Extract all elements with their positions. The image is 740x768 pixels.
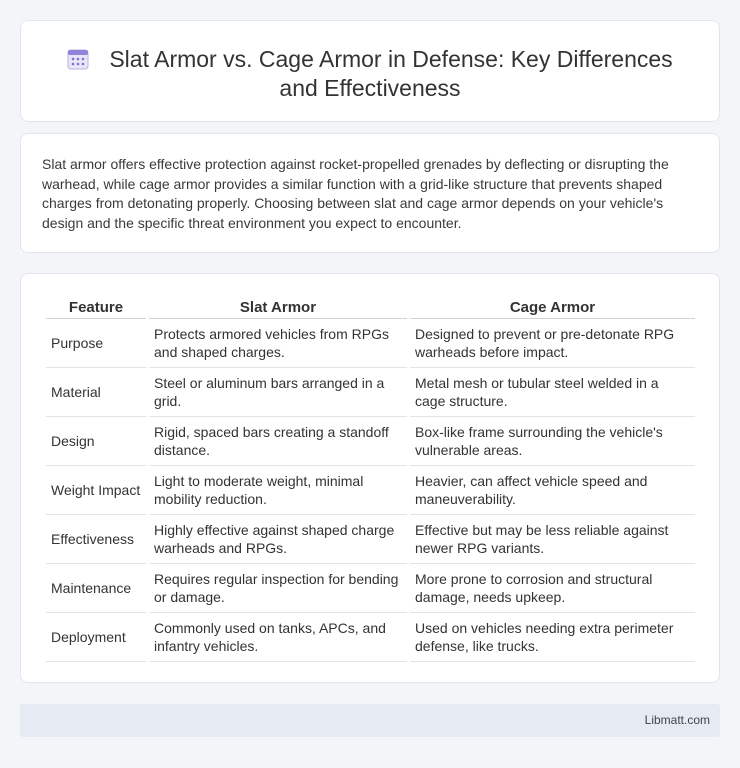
cage-cell: More prone to corrosion and structural damage, needs upkeep. <box>410 564 695 613</box>
feature-cell: Material <box>46 368 146 417</box>
table-header-row <box>46 295 695 319</box>
slat-cell: Highly effective against shaped charge warheads and RPGs. <box>149 515 407 564</box>
table-row <box>46 368 695 417</box>
slat-cell: Rigid, spaced bars creating a standoff distance. <box>149 417 407 466</box>
cage-cell: Used on vehicles needing extra perimeter defense, like trucks. <box>410 613 695 662</box>
slat-cell: Requires regular inspection for bending or damage. <box>149 564 407 613</box>
title-text: Slat Armor vs. Cage Armor in Defense: Key Differences and Effectiveness <box>109 46 673 101</box>
feature-cell: Purpose <box>46 319 146 368</box>
table-row <box>46 319 695 368</box>
comparison-card <box>20 273 720 683</box>
intro-card <box>20 133 720 253</box>
page-title <box>21 45 719 103</box>
cage-cell: Effective but may be less reliable against newer RPG variants. <box>410 515 695 564</box>
feature-cell: Deployment <box>46 613 146 662</box>
table-row <box>46 515 695 564</box>
header-feature: Feature <box>46 295 146 319</box>
footer-brand[interactable]: Libmatt.com <box>644 713 710 727</box>
feature-cell: Effectiveness <box>46 515 146 564</box>
cage-cell: Metal mesh or tubular steel welded in a cage structure. <box>410 368 695 417</box>
slat-cell: Steel or aluminum bars arranged in a grid. <box>149 368 407 417</box>
slat-cell: Protects armored vehicles from RPGs and shaped charges. <box>149 319 407 368</box>
cage-cell: Heavier, can affect vehicle speed and maneuverability. <box>410 466 695 515</box>
footer-bar <box>20 704 720 737</box>
cage-cell: Box-like frame surrounding the vehicle's vulnerable areas. <box>410 417 695 466</box>
table-row <box>46 466 695 515</box>
cage-cell: Designed to prevent or pre-detonate RPG warheads before impact. <box>410 319 695 368</box>
feature-cell: Design <box>46 417 146 466</box>
title-card <box>20 20 720 122</box>
calendar-grid-icon <box>67 48 89 70</box>
intro-paragraph: Slat armor offers effective protection against rocket-propelled grenades by deflecting or disrupting the warhead, while cage armor provides a similar function with a grid-like structure that prevents shaped charges from detonating properly. Choosing between slat and cage armor depends on your vehicle's design and the specific threat environment you expect to encounter. <box>42 156 669 231</box>
feature-cell: Maintenance <box>46 564 146 613</box>
comparison-table <box>43 295 698 662</box>
slat-cell: Light to moderate weight, minimal mobility reduction. <box>149 466 407 515</box>
table-row <box>46 613 695 662</box>
table-row <box>46 417 695 466</box>
slat-cell: Commonly used on tanks, APCs, and infantry vehicles. <box>149 613 407 662</box>
feature-cell: Weight Impact <box>46 466 146 515</box>
header-slat-armor: Slat Armor <box>149 295 407 319</box>
table-row <box>46 564 695 613</box>
header-cage-armor: Cage Armor <box>410 295 695 319</box>
